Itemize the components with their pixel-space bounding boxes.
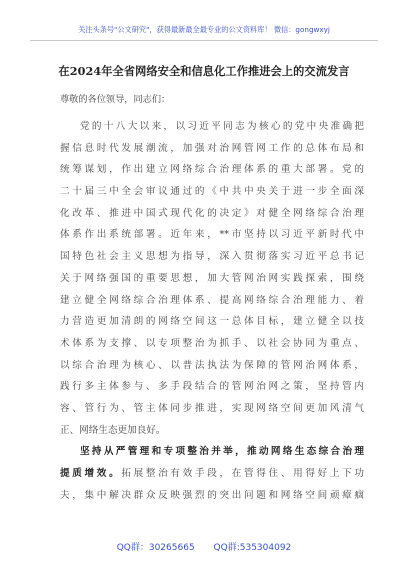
paragraph-line: 践行多主体参与、多手段结合的管网治网之策，坚持管内 [60,381,364,393]
section-heading: 坚持从严管理和专项整治并举，推动网络生态综合治理 [80,446,364,458]
paragraph-line: 二十届三中全会审议通过的《中共中央关于进一步全面深 [60,186,364,198]
salutation: 尊敬的各位领导，同志们： [60,94,171,105]
paragraph-line: 容、管行为、管主体同步推进，实现网络空间更加风清气 [60,402,364,414]
paragraph-line: 握信息时代发展潮流，加强对治网管网工作的总体布局和 [60,142,364,154]
paragraph-line: 化改革、推进中国式现代化的决定》对健全网络综合治理 [60,207,364,219]
page-footer [0,540,408,553]
header-divider [30,40,378,41]
document-title: 在2024年全省网络安全和信息化工作推进会上的交流发言 [58,64,350,78]
qq-group-2: QQ群:535304092 [213,543,292,553]
paragraph-line: 术体系为支撑、以专项整治为抓手、以社会协同为重点、 [60,337,364,349]
paragraph-line: 国特色社会主义思想为指导，深入贯彻落实习近平总书记 [60,251,364,263]
qq-group-1: QQ群：30265665 [116,543,195,553]
paragraph-line: 正、网络生态更加良好。 [60,424,166,436]
section-line [60,463,364,485]
paragraph-line: 力营造更加清朗的网络空间这一总体目标，建立健全以技 [60,316,364,328]
paragraph-line: 以综合治理为核心、以普法执法为保障的管网治网体系， [60,359,364,371]
document-body [60,116,364,506]
page-header: 关注头条号"公文研究"，获得最新最全最专业的公文资料库！ 微信：gongwxyj [78,25,330,34]
paragraph-line: 关于网络强国的重要思想，加大管网治网实践探索，围绕 [60,272,364,284]
section-text: 拓展整治有效手段，在管得住、用得好上下功 [121,468,365,479]
paragraph-line: 统筹谋划，作出建立网络综合治理体系的重大部署。党的 [60,164,364,176]
paragraph-line: 建立健全网络综合治理体系、提高网络综合治理能力、着 [60,294,364,306]
paragraph-line: 体系作出系统部署。近年来，**市坚持以习近平新时代中 [60,229,364,241]
paragraph-line: 党的十八大以来，以习近平同志为核心的党中央准确把 [80,121,364,132]
paragraph-line: 夫，集中解决群众反映强烈的突出问题和网络空间顽瘴痼 [60,489,364,501]
section-heading-end: 提质增效。 [60,468,122,479]
